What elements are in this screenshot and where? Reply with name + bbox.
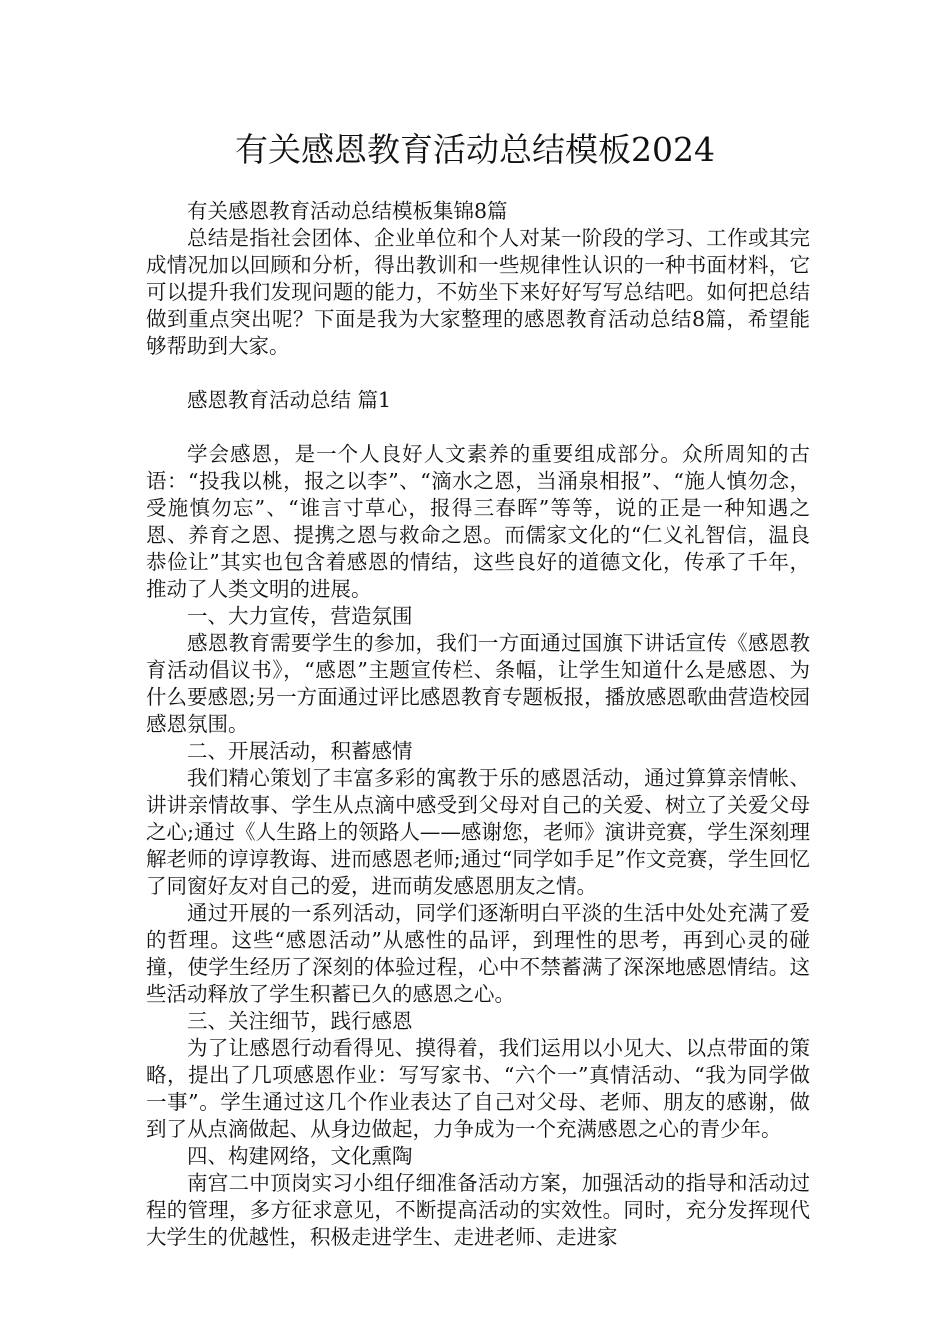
blank-line [146,360,810,387]
intro-paragraph: 总结是指社会团体、企业单位和个人对某一阶段的学习、工作或其完成情况加以回顾和分析，得出教训和一些规律性认识的一种书面材料，它可以提升我们发现问题的能力，不妨坐下来好好写写总结吧。如何把总结做到重点突出呢？下面是我为大家整理的感恩教育活动总结8篇，希望能够帮助到大家。 [146,226,810,358]
body-paragraph: 为了让感恩行动看得见、摸得着，我们运用以小见大、以点带面的策略，提出了几项感恩作业：写写家书、“六个一”真情活动、“我为同学做一事”。学生通过这几个作业表达了自己对父母、老师、朋友的感谢，做到了从点滴做起、从身边做起，力争成为一个充满感恩之心的青少年。 [146,1036,810,1141]
body-paragraph: 感恩教育需要学生的参加，我们一方面通过国旗下讲话宣传《感恩教育活动倡议书》，“感恩”主题宣传栏、条幅，让学生知道什么是感恩、为什么要感恩;另一方面通过评比感恩教育专题板报，播放感恩歌曲营造校园感恩氛围。 [146,631,810,736]
document-body [146,198,810,1251]
body-paragraph: 学会感恩，是一个人良好人文素养的重要组成部分。众所周知的古语：“投我以桃，报之以李”、“滴水之恩，当涌泉相报”、“施人慎勿念，受施慎勿忘”、“谁言寸草心，报得三春晖”等等，说的正是一种知遇之恩、养育之恩、提携之恩与救命之恩。而儒家文化的“仁义礼智信，温良恭俭让”其实也包含着感恩的情结，这些良好的道德文化，传承了千年，推动了人类文明的进展。 [146,442,810,601]
body-paragraph: 我们精心策划了丰富多彩的寓教于乐的感恩活动，通过算算亲情帐、讲讲亲情故事、学生从点滴中感受到父母对自己的关爱、树立了关爱父母之心;通过《人生路上的领路人——感谢您，老师》演讲竞赛，学生深刻理解老师的谆谆教诲、进而感恩老师;通过“同学如手足”作文竞赛，学生回忆了同窗好友对自己的爱，进而萌发感恩朋友之情。 [146,766,810,898]
blank-line [146,414,810,441]
body-paragraph: 通过开展的一系列活动，同学们逐渐明白平淡的生活中处处充满了爱的哲理。这些“感恩活动”从感性的品评，到理性的思考，再到心灵的碰撞，使学生经历了深刻的体验过程，心中不禁蓄满了深深地感恩情结。这些活动释放了学生积蓄已久的感恩之心。 [146,901,810,1006]
document-title: 有关感恩教育活动总结模板2024 [235,130,715,169]
subheading: 三、关注细节，践行感恩 [187,1009,413,1033]
subheading: 四、构建网络，文化熏陶 [187,1144,413,1168]
section-heading: 感恩教育活动总结 篇1 [187,388,392,412]
subtitle-line: 有关感恩教育活动总结模板集锦8篇 [187,199,508,223]
subheading: 二、开展活动，积蓄感情 [187,739,413,763]
body-paragraph: 南宫二中顶岗实习小组仔细准备活动方案，加强活动的指导和活动过程的管理，多方征求意见，不断提高活动的实效性。同时，充分发挥现代大学生的优越性，积极走进学生、走进老师、走进家 [146,1171,810,1249]
subheading: 一、大力宣传，营造氛围 [187,604,413,628]
